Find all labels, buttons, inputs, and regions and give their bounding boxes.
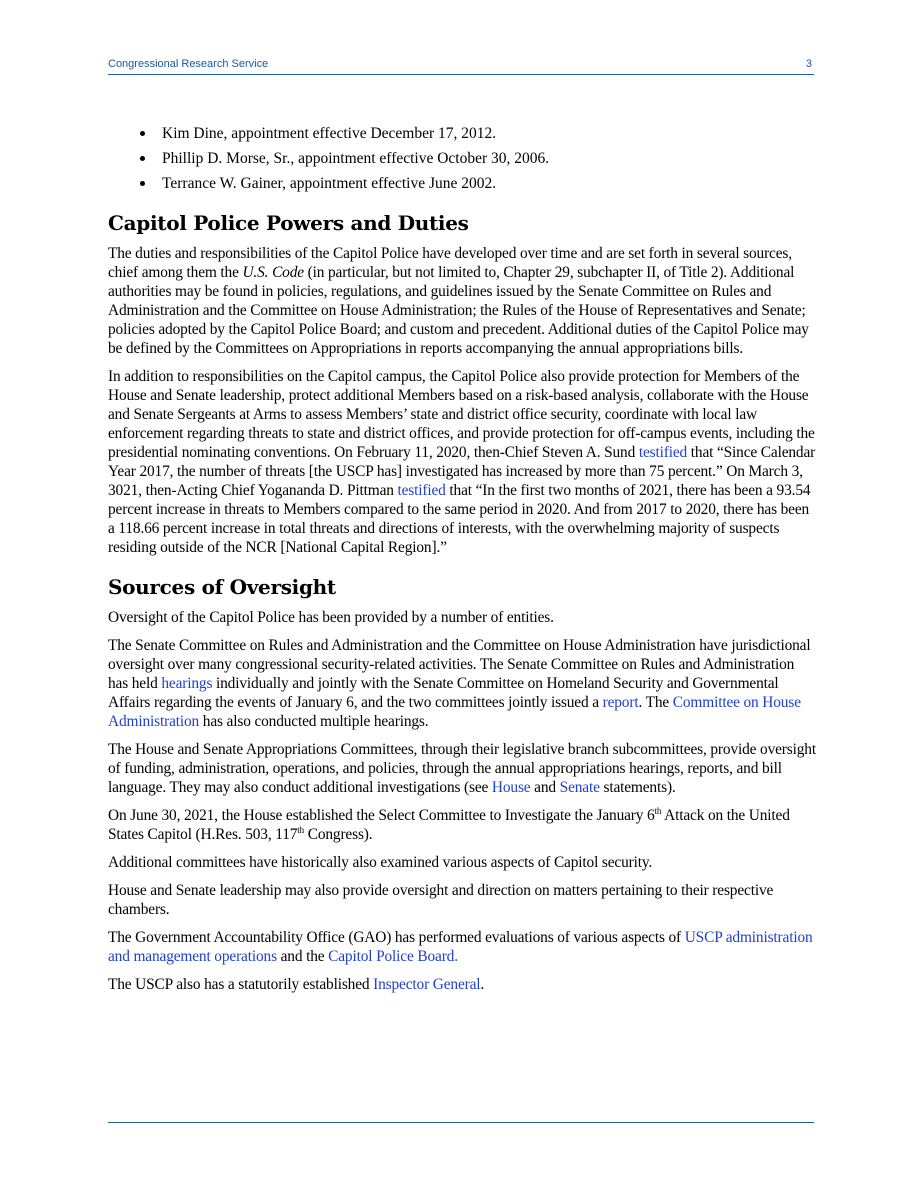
list-item: Terrance W. Gainer, appointment effective June 2002. (108, 174, 816, 193)
bullet-icon (140, 181, 145, 186)
uscp-admin-link[interactable]: USCP administration and management operations (108, 929, 813, 965)
testified-link-1[interactable]: testified (638, 444, 688, 461)
list-item: Phillip D. Morse, Sr., appointment effective October 30, 2006. (108, 149, 816, 168)
bullet-list (108, 124, 816, 193)
bullet-icon (140, 156, 145, 161)
section-heading-oversight: Sources of Oversight (108, 575, 336, 599)
paragraph: The duties and responsibilities of the Capitol Police have developed over time and are set forth in several sources, chief among them the U.S. Code (in particular, but not limited to, Chapter 29, subchapter II, of Title 2). Additional authorities may be found in policies, regulations, and guidelines issued by the Senate Committee on Rules and Administration and the Committee on House Administration; the Rules of the House of Representatives and Senate; policies adopted by the Capitol Police Board; and custom and precedent. Additional duties of the Capitol Police may be defined by the Committees on Appropriations in reports accompanying the annual appropriations bills. (108, 245, 809, 357)
report-link[interactable]: report (602, 694, 639, 711)
committee-house-admin-link[interactable]: Committee on House Administration (108, 694, 801, 730)
paragraph: The House and Senate Appropriations Committees, through their legislative branch subcommittees, provide oversight of funding, administration, operations, and policies, through the annual appropriations hearings, reports, and bill language. They may also conduct additional investigations (see House and Senate statements). (108, 741, 816, 796)
hearings-link[interactable]: hearings (161, 675, 213, 692)
inspector-general-link[interactable]: Inspector General (373, 976, 481, 993)
list-item: Kim Dine, appointment effective December 17, 2012. (108, 124, 816, 143)
footer-divider (108, 1122, 814, 1123)
page-header (108, 56, 814, 74)
page-body (108, 124, 816, 1003)
testified-link-2[interactable]: testified (397, 482, 446, 499)
emphasis: U.S. Code (242, 264, 304, 281)
section-heading-powers: Capitol Police Powers and Duties (108, 211, 469, 235)
paragraph: In addition to responsibilities on the Capitol campus, the Capitol Police also provide protection for Members of the House and Senate leadership, protect additional Members based on a risk-based analysis, collaborate with the House and Senate Sergeants at Arms to assess Members’ state and district office security, coordinate with local law enforcement regarding threats to state and district offices, and provide protection for off-campus events, including the presidential nominating conventions. On February 11, 2020, then-Chief Steven A. Sund testified that “Since Calendar Year 2017, the number of threats [the USCP has] investigated has increased by more than 75 percent.” On March 3, 3021, then-Acting Chief Yogananda D. Pittman testified that “In the first two months of 2021, there has been a 93.54 percent increase in threats to Members compared to the same period in 2020. And from 2017 to 2020, there has been a 118.66 percent increase in total threats and directions of interests, with the overwhelming majority of suspects residing outside of the NCR [National Capital Region].” (108, 368, 816, 556)
house-link[interactable]: House (491, 779, 531, 796)
header-divider (108, 74, 814, 75)
paragraph: The Senate Committee on Rules and Administration and the Committee on House Administration have jurisdictional oversight over many congressional security-related activities. The Senate Committee on Rules and Administration has held hearings individually and jointly with the Senate Committee on Homeland Security and Governmental Affairs regarding the events of January 6, and the two committees jointly issued a report. The Committee on House Administration has also conducted multiple hearings. (108, 637, 811, 730)
paragraph: The Government Accountability Office (GAO) has performed evaluations of various aspects of USCP administration and management operations and the Capitol Police Board. (108, 929, 813, 965)
paragraph: The USCP also has a statutorily established Inspector General. (108, 976, 485, 993)
paragraph: Oversight of the Capitol Police has been provided by a number of entities. (108, 609, 554, 626)
paragraph: On June 30, 2021, the House established the Select Committee to Investigate the January 6th Attack on the United States Capitol (H.Res. 503, 117th Congress). (108, 805, 790, 843)
capitol-police-board-link[interactable]: Capitol Police Board. (328, 948, 458, 965)
page-number: 3 (805, 58, 812, 70)
header-title: Congressional Research Service (108, 58, 269, 70)
senate-link[interactable]: Senate (559, 779, 600, 796)
paragraph: Additional committees have historically also examined various aspects of Capitol security. (108, 854, 653, 871)
paragraph: House and Senate leadership may also provide oversight and direction on matters pertaining to their respective chambers. (108, 882, 774, 918)
bullet-icon (140, 131, 145, 136)
